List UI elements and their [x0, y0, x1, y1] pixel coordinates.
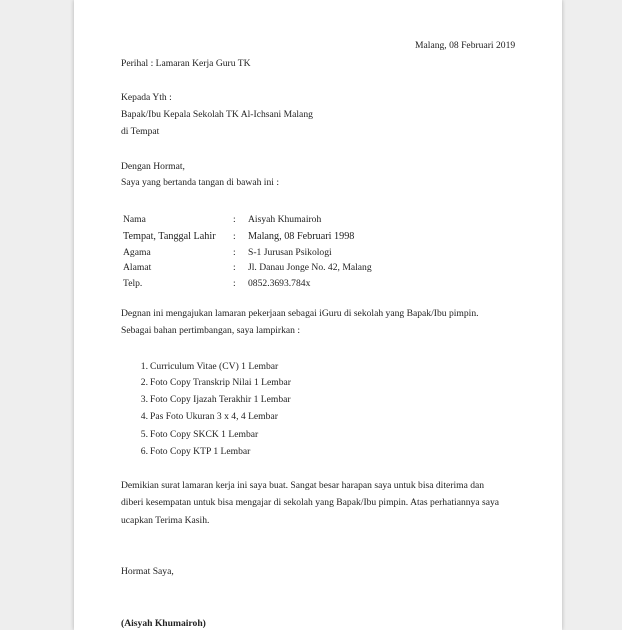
body-line-1: Degnan ini mengajukan lamaran pekerjaan sebagai iGuru di sekolah yang Bapak/Ibu pimpin.	[121, 308, 479, 319]
detail-sep: :	[233, 247, 236, 258]
detail-label: Telp.	[123, 278, 143, 289]
list-item-number: 1.	[140, 361, 148, 372]
list-item-number: 3.	[140, 394, 148, 405]
closing-line-3: ucapkan Terima Kasih.	[121, 515, 210, 526]
list-item-text: Curriculum Vitae (CV) 1 Lembar	[150, 361, 279, 372]
letter-date: Malang, 08 Februari 2019	[415, 40, 516, 51]
list-item-text: Foto Copy Ijazah Terakhir 1 Lembar	[150, 394, 291, 405]
list-item-number: 2.	[140, 377, 148, 388]
recipient-line-1: Kepada Yth :	[121, 92, 172, 103]
detail-value: 0852.3693.784x	[248, 278, 311, 289]
recipient-line-2: Bapak/Ibu Kepala Sekolah TK Al-Ichsani Malang	[121, 109, 313, 120]
detail-value: Malang, 08 Februari 1998	[248, 231, 355, 242]
closing-line-2: diberi kesempatan untuk bisa mengajar di sekolah yang Bapak/Ibu pimpin. Atas perhatiannya saya	[121, 497, 500, 508]
letter-subject: Perihal : Lamaran Kerja Guru TK	[121, 58, 251, 69]
closing-line-1: Demikian surat lamaran kerja ini saya buat. Sangat besar harapan saya untuk bisa diterima dan	[121, 480, 485, 491]
list-item-text: Foto Copy SKCK 1 Lembar	[150, 429, 259, 440]
detail-value: Aisyah Khumairoh	[248, 214, 322, 225]
list-item-number: 6.	[140, 446, 148, 457]
greeting: Dengan Hormat,	[121, 161, 185, 172]
detail-sep: :	[233, 231, 236, 242]
recipient-line-3: di Tempat	[121, 126, 160, 137]
document-page	[74, 0, 562, 630]
detail-value: S-1 Jurusan Psikologi	[248, 247, 332, 258]
list-item-number: 5.	[140, 429, 148, 440]
signature-name: (Aisyah Khumairoh)	[121, 618, 206, 629]
sign-off: Hormat Saya,	[121, 566, 174, 577]
intro-line: Saya yang bertanda tangan di bawah ini :	[121, 177, 279, 188]
list-item-text: Pas Foto Ukuran 3 x 4, 4 Lembar	[150, 411, 278, 422]
detail-label: Tempat, Tanggal Lahir	[123, 231, 216, 242]
body-line-2: Sebagai bahan pertimbangan, saya lampirkan :	[121, 325, 301, 336]
detail-sep: :	[233, 214, 236, 225]
list-item-number: 4.	[140, 411, 148, 422]
detail-sep: :	[233, 262, 236, 273]
detail-label: Nama	[123, 214, 146, 225]
detail-value: Jl. Danau Jonge No. 42, Malang	[248, 262, 372, 273]
detail-label: Alamat	[123, 262, 152, 273]
list-item-text: Foto Copy KTP 1 Lembar	[150, 446, 251, 457]
list-item-text: Foto Copy Transkrip Nilai 1 Lembar	[150, 377, 291, 388]
detail-label: Agama	[123, 247, 151, 258]
detail-sep: :	[233, 278, 236, 289]
